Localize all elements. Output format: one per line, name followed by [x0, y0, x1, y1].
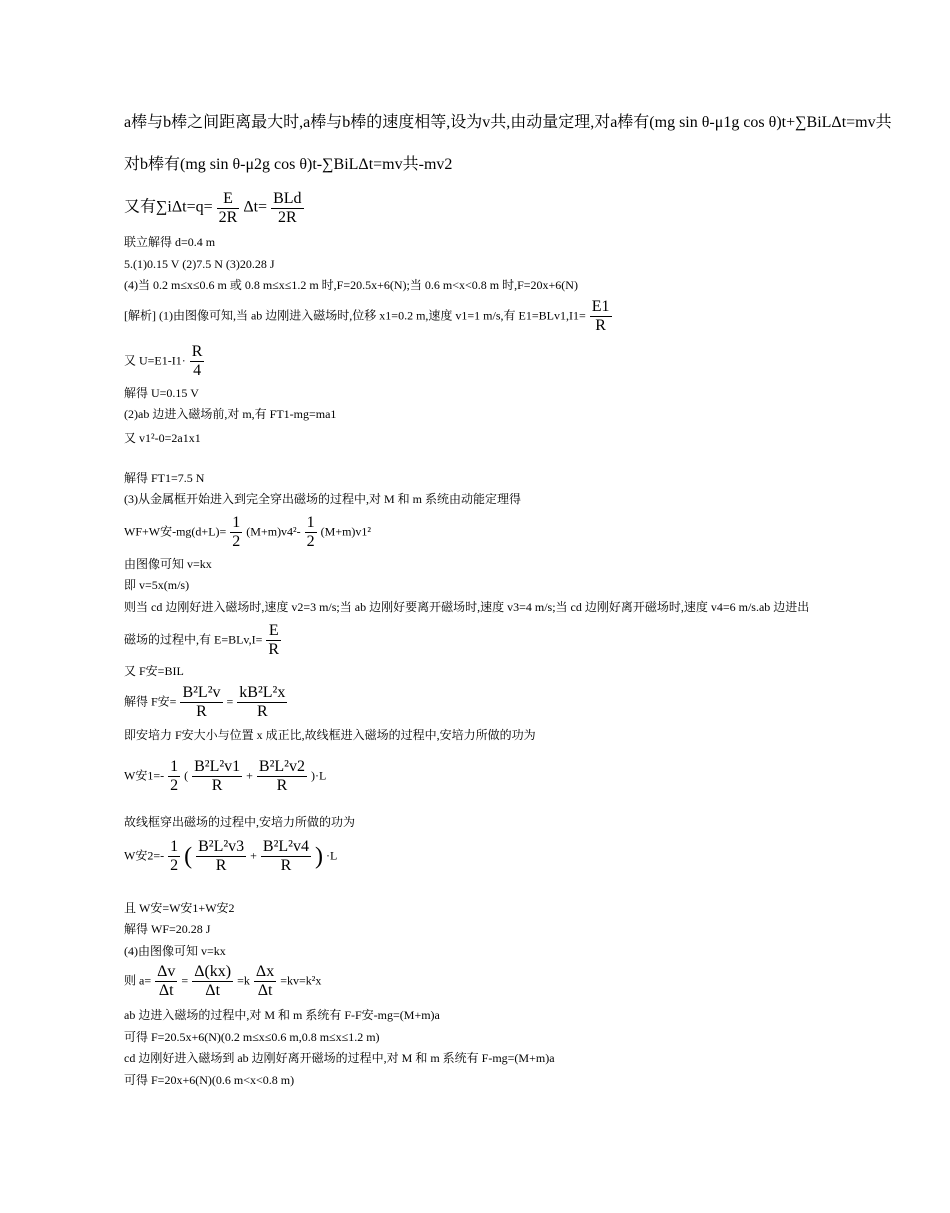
text-line: 即安培力 F安大小与位置 x 成正比,故线框进入磁场的过程中,安培力所做的功为: [124, 728, 536, 742]
text-line: 且 W安=W安1+W安2: [124, 901, 235, 915]
fraction: $\frac{\text{B²L²v2}}{R}$: [258, 758, 305, 794]
text-line: ab 边进入磁场的过程中,对 M 和 m 系统有 F-F安-mg=(M+m)a: [124, 1008, 440, 1022]
voltage-equation: 又 U=E1-I1· $\frac{R}{4}$: [124, 343, 203, 379]
text-line: 解得 WF=20.28 J: [124, 922, 211, 936]
fraction: $\frac{E}{R}$: [268, 622, 280, 658]
text-line: 由图像可知 v=kx: [124, 557, 212, 571]
fraction: $\frac{\text{B²L²v3}}{R}$: [198, 838, 245, 874]
momentum-b-rod: 对b棒有(mg sin θ-μ2g cos θ)t-∑BiLΔt=mv共-mv2: [124, 156, 453, 173]
work-out-equation: W安2=- $\frac{1}{2}$ ( $\frac{\text{B²L²v3}}{R}$ + $\frac{\text{B²L²v4}}{R}$ ) ·L: [124, 838, 338, 874]
fraction: $\frac{\text{BLd}}{2R}$: [273, 190, 302, 226]
text-line: 解得 U=0.15 V: [124, 386, 199, 400]
energy-equation: WF+W安-mg(d+L)= $\frac{1}{2}$ (M+m)v4²- $\frac{1}{2}$ (M+m)v1²: [124, 514, 372, 550]
text-line: 即 v=5x(m/s): [124, 578, 190, 592]
fraction: $\frac{\text{B²L²v}}{R}$: [182, 684, 221, 720]
text-line: (3)从金属框开始进入到完全穿出磁场的过程中,对 M 和 m 系统由动能定理得: [124, 492, 521, 506]
text-line: 可得 F=20x+6(N)(0.6 m<x<0.8 m): [124, 1073, 295, 1087]
text-line: 故线框穿出磁场的过程中,安培力所做的功为: [124, 815, 356, 829]
text-line: 又 v1²-0=2a1x1: [124, 431, 201, 445]
fraction: $\frac{1}{2}$: [170, 838, 179, 874]
momentum-a-rod: a棒与b棒之间距离最大时,a棒与b棒的速度相等,设为v共,由动量定理,对a棒有(mg sin θ-μ1g cos θ)t+∑BiLΔt=mv共: [124, 114, 892, 131]
answer-line: (4)当 0.2 m≤x≤0.6 m 或 0.8 m≤x≤1.2 m 时,F=20.5x+6(N);当 0.6 m<x<0.8 m 时,F=20x+6(N): [124, 278, 578, 292]
text-line: 可得 F=20.5x+6(N)(0.2 m≤x≤0.6 m,0.8 m≤x≤1.2 m): [124, 1030, 380, 1044]
analysis-part1: [解析] (1)由图像可知,当 ab 边刚进入磁场时,位移 x1=0.2 m,速度 v1=1 m/s,有 E1=BLv1,I1= $\frac{E1}{R}$: [124, 298, 610, 334]
work-in-equation: W安1=- $\frac{1}{2}$ ( $\frac{\text{B²L²v1}}{R}$ + $\frac{\text{B²L²v2}}{R}$ )·L: [124, 758, 327, 794]
charge-equation: 又有∑iΔt=q= $\frac{E}{2R}$ Δt= $\frac{\text{BLd}}{2R}$: [124, 190, 302, 226]
answer-line: 5.(1)0.15 V (2)7.5 N (3)20.28 J: [124, 257, 275, 271]
acceleration-equation: 则 a= $\frac{\Delta v}{\Delta t}$ = $\frac{\Delta(kx)}{\Delta t}$ =k $\frac{\Delta x}{\Delta t}$ =kv=k²x: [124, 963, 322, 999]
fraction: $\frac{\Delta v}{\Delta t}$: [157, 963, 176, 999]
fraction: $\frac{\Delta x}{\Delta t}$: [255, 963, 275, 999]
fraction: $\frac{\text{B²L²v4}}{R}$: [262, 838, 309, 874]
text-line: 解得 FT1=7.5 N: [124, 471, 205, 485]
fraction: $\frac{\text{B²L²v1}}{R}$: [194, 758, 241, 794]
fraction: $\frac{R}{4}$: [191, 343, 203, 379]
text-line: (4)由图像可知 v=kx: [124, 944, 226, 958]
fraction: $\frac{1}{2}$: [170, 758, 179, 794]
fraction: $\frac{E}{2R}$: [218, 190, 238, 226]
fraction: $\frac{E1}{R}$: [591, 298, 610, 334]
fraction: $\frac{\Delta(kx)}{\Delta t}$: [194, 963, 232, 999]
fraction: $\frac{\text{kB²L²x}}{R}$: [239, 684, 286, 720]
current-equation: 磁场的过程中,有 E=BLv,I= $\frac{E}{R}$: [124, 622, 280, 658]
fraction: $\frac{1}{2}$: [306, 514, 315, 550]
ampere-force-equation: 解得 F安= $\frac{\text{B²L²v}}{R}$ = $\frac{\text{kB²L²x}}{R}$: [124, 684, 286, 720]
text-line: 又 F安=BIL: [124, 664, 184, 678]
text-line: 则当 cd 边刚好进入磁场时,速度 v2=3 m/s;当 ab 边刚好要离开磁场时,速度 v3=4 m/s;当 cd 边刚好离开磁场时,速度 v4=6 m/s.ab 边进出: [124, 600, 810, 614]
text-line: (2)ab 边进入磁场前,对 m,有 FT1-mg=ma1: [124, 407, 337, 421]
fraction: $\frac{1}{2}$: [232, 514, 241, 550]
text-line: 联立解得 d=0.4 m: [124, 235, 216, 249]
text-line: cd 边刚好进入磁场到 ab 边刚好离开磁场的过程中,对 M 和 m 系统有 F-mg=(M+m)a: [124, 1051, 555, 1065]
